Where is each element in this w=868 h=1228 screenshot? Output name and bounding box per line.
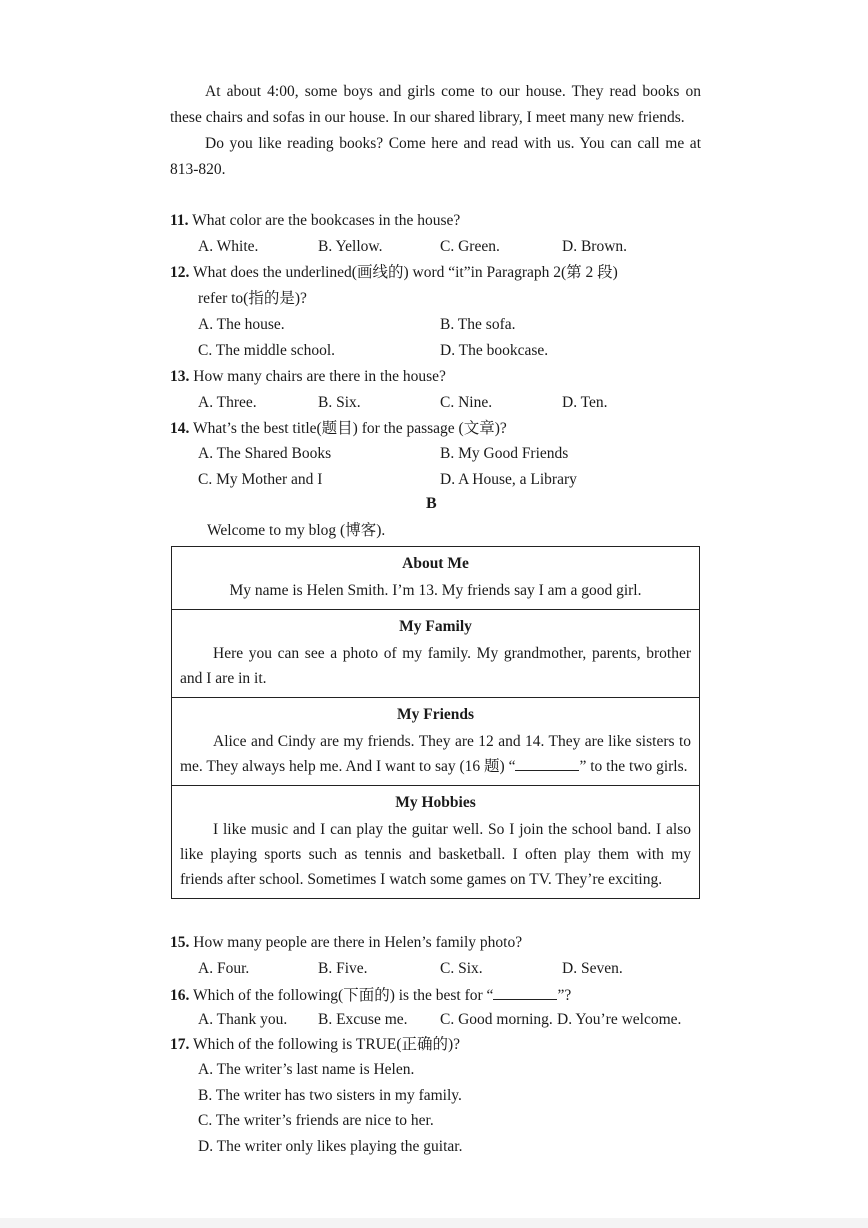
section-b-label: B [426,495,437,512]
q12-option-d[interactable]: D. The bookcase. [440,342,549,359]
question-11 [170,211,460,231]
q17-option-c[interactable]: C. The writer’s friends are nice to her. [198,1112,434,1129]
q15-option-a[interactable]: A. Four. [198,960,250,977]
q13-option-d[interactable]: D. Ten. [562,394,608,411]
question-12-continued: refer to(指的是)? [198,290,307,307]
question-17 [170,1035,460,1055]
q15-option-c[interactable]: C. Six. [440,960,483,977]
question-16 [170,985,571,1006]
blog-about-me [172,547,699,610]
blog-section-title: My Hobbies [395,794,476,811]
blog-section-title: About Me [402,555,469,572]
question-number: 15. [170,934,190,951]
question-number: 12. [170,264,190,281]
passage-paragraph-2: Do you like reading books? Come here and read with us. You can call me at 813-820. [170,135,701,178]
page-bottom-edge [0,1218,868,1228]
question-text: What color are the bookcases in the house? [192,212,461,229]
q13-option-a[interactable]: A. Three. [198,394,257,411]
blog-section-text: My name is Helen Smith. I’m 13. My friends say I am a good girl. [229,582,642,599]
blank-16[interactable] [515,756,579,771]
question-text: Which of the following is TRUE(正确的)? [192,1036,461,1053]
question-number: 17. [170,1036,190,1053]
q11-option-d[interactable]: D. Brown. [562,238,628,255]
blog-table [171,546,700,899]
question-number: 13. [170,368,190,385]
blog-section-title: My Friends [396,706,475,723]
passage-a-text [170,79,701,183]
question-text: How many people are there in Helen’s family photo? [193,934,523,951]
q15-option-b[interactable]: B. Five. [318,960,368,977]
q13-option-c[interactable]: C. Nine. [440,394,493,411]
blog-section-text [180,729,691,779]
friends-text-part-2: ” to the two girls. [579,758,688,775]
question-text: What’s the best title(题目) for the passage (文章)? [192,420,507,437]
q17-option-a[interactable]: A. The writer’s last name is Helen. [198,1061,415,1078]
question-text: How many chairs are there in the house? [193,368,446,385]
q12-option-b[interactable]: B. The sofa. [440,316,516,333]
question-14 [170,419,507,439]
answer-blank[interactable] [493,985,557,1000]
q14-option-a[interactable]: A. The Shared Books [198,445,332,462]
q16-option-d[interactable]: D. You’re welcome. [557,1011,682,1028]
blog-section-text: Here you can see a photo of my family. My grandmother, parents, brother and I are in it. [180,645,691,687]
blog-my-hobbies [172,786,699,898]
question-13 [170,367,446,387]
question-text-part-2: ”? [557,987,572,1004]
q11-option-a[interactable]: A. White. [198,238,259,255]
question-number: 14. [170,420,190,437]
question-number: 16. [170,987,190,1004]
blog-section-text: I like music and I can play the guitar well. So I join the school band. I also like playing sports such as tennis and basketball. I often play them with my friends after school. Sometimes I watch some games on TV. They’re exciting. [180,821,691,888]
question-number: 11. [170,212,189,229]
question-12 [170,263,618,283]
q16-option-c[interactable]: C. Good morning. [440,1011,553,1028]
q12-option-a[interactable]: A. The house. [198,316,285,333]
q13-option-b[interactable]: B. Six. [318,394,361,411]
blog-section-title: My Family [399,618,472,635]
q17-option-d[interactable]: D. The writer only likes playing the guitar. [198,1138,463,1155]
section-b-intro: Welcome to my blog (博客). [207,522,386,539]
q14-option-c[interactable]: C. My Mother and I [198,471,323,488]
q16-option-b[interactable]: B. Excuse me. [318,1011,408,1028]
q14-option-b[interactable]: B. My Good Friends [440,445,569,462]
q14-option-d[interactable]: D. A House, a Library [440,471,577,488]
q15-option-d[interactable]: D. Seven. [562,960,623,977]
blog-my-family [172,610,699,698]
question-text-part-1: Which of the following(下面的) is the best for “ [192,987,494,1004]
question-text: What does the underlined(画线的) word “it”in Paragraph 2(第 2 段) [192,264,618,281]
q11-option-b[interactable]: B. Yellow. [318,238,383,255]
question-15 [170,933,522,953]
blog-my-friends [172,698,699,786]
q12-option-c[interactable]: C. The middle school. [198,342,336,359]
q17-option-b[interactable]: B. The writer has two sisters in my family. [198,1087,462,1104]
q16-option-a[interactable]: A. Thank you. [198,1011,288,1028]
friends-text-part-1: Alice and Cindy are my friends. They are 12 and 14. They are like sisters to me. They always help me. And I want to say (16 题) “ [180,733,691,775]
q11-option-c[interactable]: C. Green. [440,238,500,255]
passage-paragraph-1: At about 4:00, some boys and girls come to our house. They read books on these chairs and sofas in our house. In our shared library, I meet many new friends. [170,83,701,126]
